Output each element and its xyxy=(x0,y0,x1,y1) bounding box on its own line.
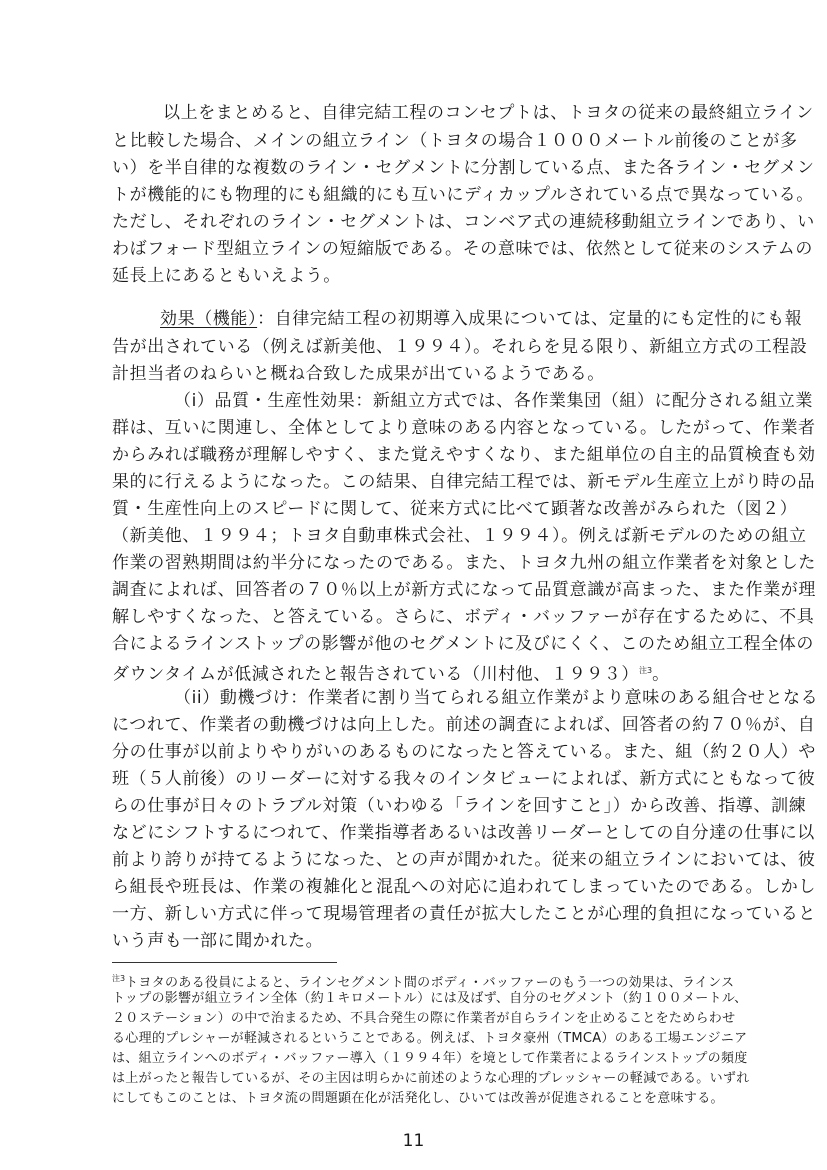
paragraph-2-line: 計担当者のねらいと概ね合致した成果が出ているようである。 xyxy=(112,364,605,384)
section-heading: 効果（機能） xyxy=(160,309,258,329)
footnote-line: る心理的プレシャーが軽減されるということである。例えば、トヨタ豪州（TMCA）のある工場エンジニア xyxy=(112,1031,748,1046)
paragraph-3-line: 果的に行えるようになった。この結果、自律完結工程では、新モデル生産立上がり時の品 xyxy=(112,472,816,492)
paragraph-4-line: 一方、新しい方式に伴って現場管理者の責任が拡大したことが心理的負担になっていると xyxy=(112,904,816,924)
paragraph-3-line: 質・生産性向上のスピードに関して、従来方式に比べて顕著な改善がみられた（図２） xyxy=(112,499,798,519)
footnote-line: トップの影響が組立ライン全体（約１キロメートル）には及ばず、自分のセグメント（約１００メートル、 xyxy=(112,991,748,1006)
footnote-reference: 注3 xyxy=(638,666,653,675)
paragraph-4-line: 前より誇りが持てるようになった、との声が聞かれた。従来の組立ラインにおいては、彼 xyxy=(112,850,816,870)
paragraph-3-line xyxy=(0,660,827,686)
paragraph-2-text: ：自律完結工程の初期導入成果については、定量的にも定性的にも報 xyxy=(257,309,803,329)
footnote-text: トヨタのある役員によると、ラインセグメント間のボディ・バッファーのもう一つの効果は、ラインス xyxy=(125,975,735,991)
paragraph-4-line: （ii）動機づけ：作業者に割り当てられる組立作業がより意味のある組合せとなる xyxy=(174,688,819,708)
paragraph-3-line: （i）品質・生産性効果：新組立方式では、各作業集団（組）に配分される組立業 xyxy=(174,391,813,411)
footnote-line xyxy=(0,970,827,992)
footnote-mark: 注3 xyxy=(112,974,126,983)
paragraph-4-line: 班（５人前後）のリーダーに対する我々のインタビューによれば、新方式にともなって彼 xyxy=(112,769,816,789)
page-number: 11 xyxy=(402,1131,425,1151)
paragraph-4-line: などにシフトするにつれて、作業指導者あるいは改善リーダーとしての自分達の仕事に以 xyxy=(112,823,815,843)
footnote-line: ２０ステーション）の中で治まるため、不具合発生の際に作業者が自らラインを止めることをためらわせ xyxy=(112,1011,736,1026)
paragraph-1-line: わばフォード型組立ラインの短縮版である。その意味では、依然として従来のシステムの xyxy=(112,239,813,259)
paragraph-1-line: 延長上にあるともいえよう。 xyxy=(112,266,341,286)
paragraph-1-line: い）を半自律的な複数のライン・セグメントに分割している点、また各ライン・セグメン xyxy=(112,158,815,178)
footnote-divider xyxy=(112,962,337,963)
paragraph-3-line: からみれば職務が理解しやすく、また覚えやすくなり、また組単位の自主的品質検査も効 xyxy=(112,445,816,465)
paragraph-2-line xyxy=(0,308,827,330)
footnote-line: は、組立ラインへのボディ・バッファー導入（１９９４年）を境として作業者によるラインストップの頻度 xyxy=(112,1051,748,1066)
paragraph-2-line: 告が出されている（例えば新美他、１９９４）。それらを見る限り、新組立方式の工程設 xyxy=(112,337,808,357)
paragraph-4-line: ら組長や班長は、作業の複雑化と混乱への対応に追われてしまっていたのである。しかし xyxy=(112,877,816,897)
paragraph-3-line: 群は、互いに関連し、全体としてより意味のある内容となっている。したがって、作業者 xyxy=(112,418,816,438)
paragraph-3-line: 合によるラインストップの影響が他のセグメントに及びにくく、このため組立工程全体の xyxy=(112,634,814,654)
paragraph-3-line: 作業の習熟期間は約半分になったのである。また、トヨタ九州の組立作業者を対象とした xyxy=(112,553,816,573)
paragraph-1-line: と比較した場合、メインの組立ライン（トヨタの場合１０００メートル前後のことが多 xyxy=(112,131,798,151)
paragraph-3-line: （新美他、１９９４；トヨタ自動車株式会社、１９９４）。例えば新モデルのための組立 xyxy=(112,526,807,546)
paragraph-1-line: 以上をまとめると、自律完結工程のコンセプトは、トヨタの従来の最終組立ライン xyxy=(163,103,814,123)
paragraph-4-line: につれて、作業者の動機づけは向上した。前述の調査によれば、回答者の約７０％が、自 xyxy=(112,715,816,735)
paragraph-3-end: 。 xyxy=(652,664,670,685)
paragraph-3-text: ダウンタイムが低減されたと報告されている（川村他、１９９３） xyxy=(112,664,639,685)
footnote-line: は上がったと報告しているが、その主因は明らかに前述のような心理的プレッシャーの軽減である。いずれ xyxy=(112,1071,750,1086)
paragraph-4-line: らの仕事が日々のトラブル対策（いわゆる「ラインを回すこと」）から改善、指導、訓練 xyxy=(112,796,807,816)
paragraph-3-line: 解しやすくなった、と答えている。さらに、ボディ・バッファーが存在するために、不具 xyxy=(112,607,815,627)
paragraph-3-line: 調査によれば、回答者の７０％以上が新方式になって品質意識が高まった、また作業が理 xyxy=(112,580,816,600)
paragraph-4-line: いう声も一部に聞かれた。 xyxy=(112,931,324,951)
footnote-line: にしてもこのことは、トヨタ流の問題顕在化が活発化し、ひいては改善が促進されることを意味する。 xyxy=(112,1091,724,1106)
paragraph-1-line: ただし、それぞれのライン・セグメントは、コンベア式の連続移動組立ラインであり、い xyxy=(112,212,815,232)
paragraph-4-line: 分の仕事が以前よりやりがいのあるものになったと答えている。また、組（約２０人）や xyxy=(112,742,816,762)
paragraph-1-line: トが機能的にも物理的にも組織的にも互いにディカップルされている点で異なっている。 xyxy=(112,185,814,205)
